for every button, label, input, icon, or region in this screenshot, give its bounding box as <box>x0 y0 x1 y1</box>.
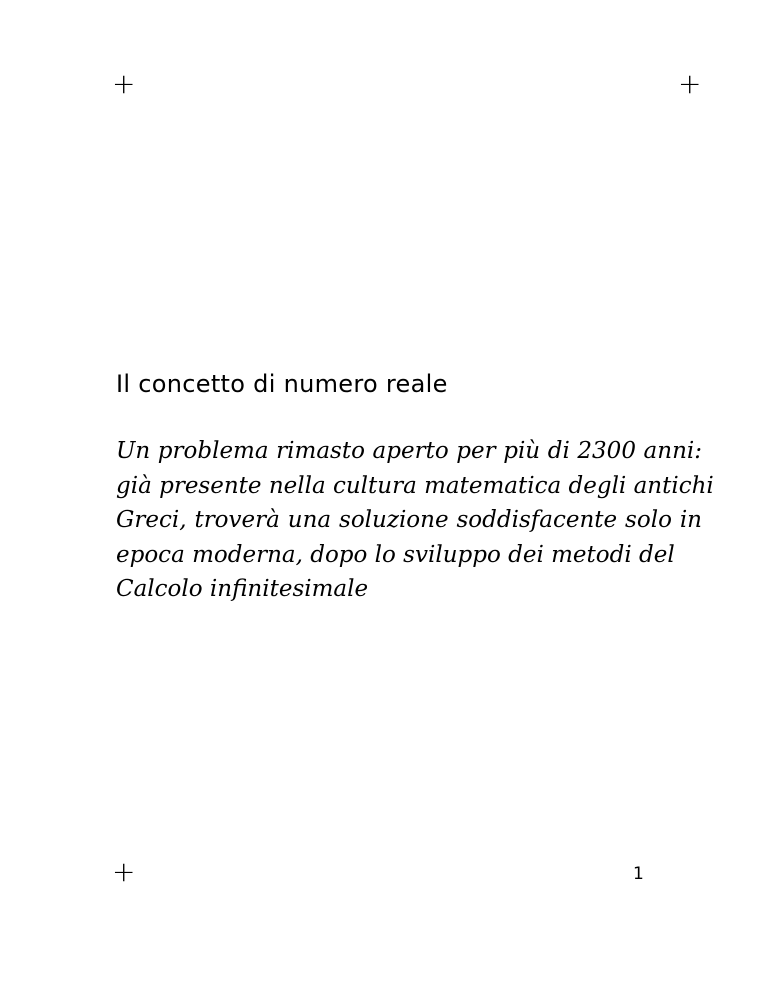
abstract-line: già presente nella cultura matematica degli antichi <box>116 472 714 499</box>
abstract-line: Calcolo infinitesimale <box>116 576 369 603</box>
abstract-line: epoca moderna, dopo lo sviluppo dei metodi del <box>116 541 675 568</box>
page-title: Il concetto di numero reale <box>116 370 448 398</box>
page-number: 1 <box>633 864 644 884</box>
abstract-line: Greci, troverà una soluzione soddisfacente solo in <box>116 507 702 534</box>
abstract-text <box>116 434 714 607</box>
crop-mark-top-right: + <box>678 67 702 100</box>
crop-mark-bottom-left: + <box>112 855 136 888</box>
abstract-line: Un problema rimasto aperto per più di 2300 anni: <box>116 438 702 464</box>
crop-mark-top-left: + <box>112 67 136 100</box>
